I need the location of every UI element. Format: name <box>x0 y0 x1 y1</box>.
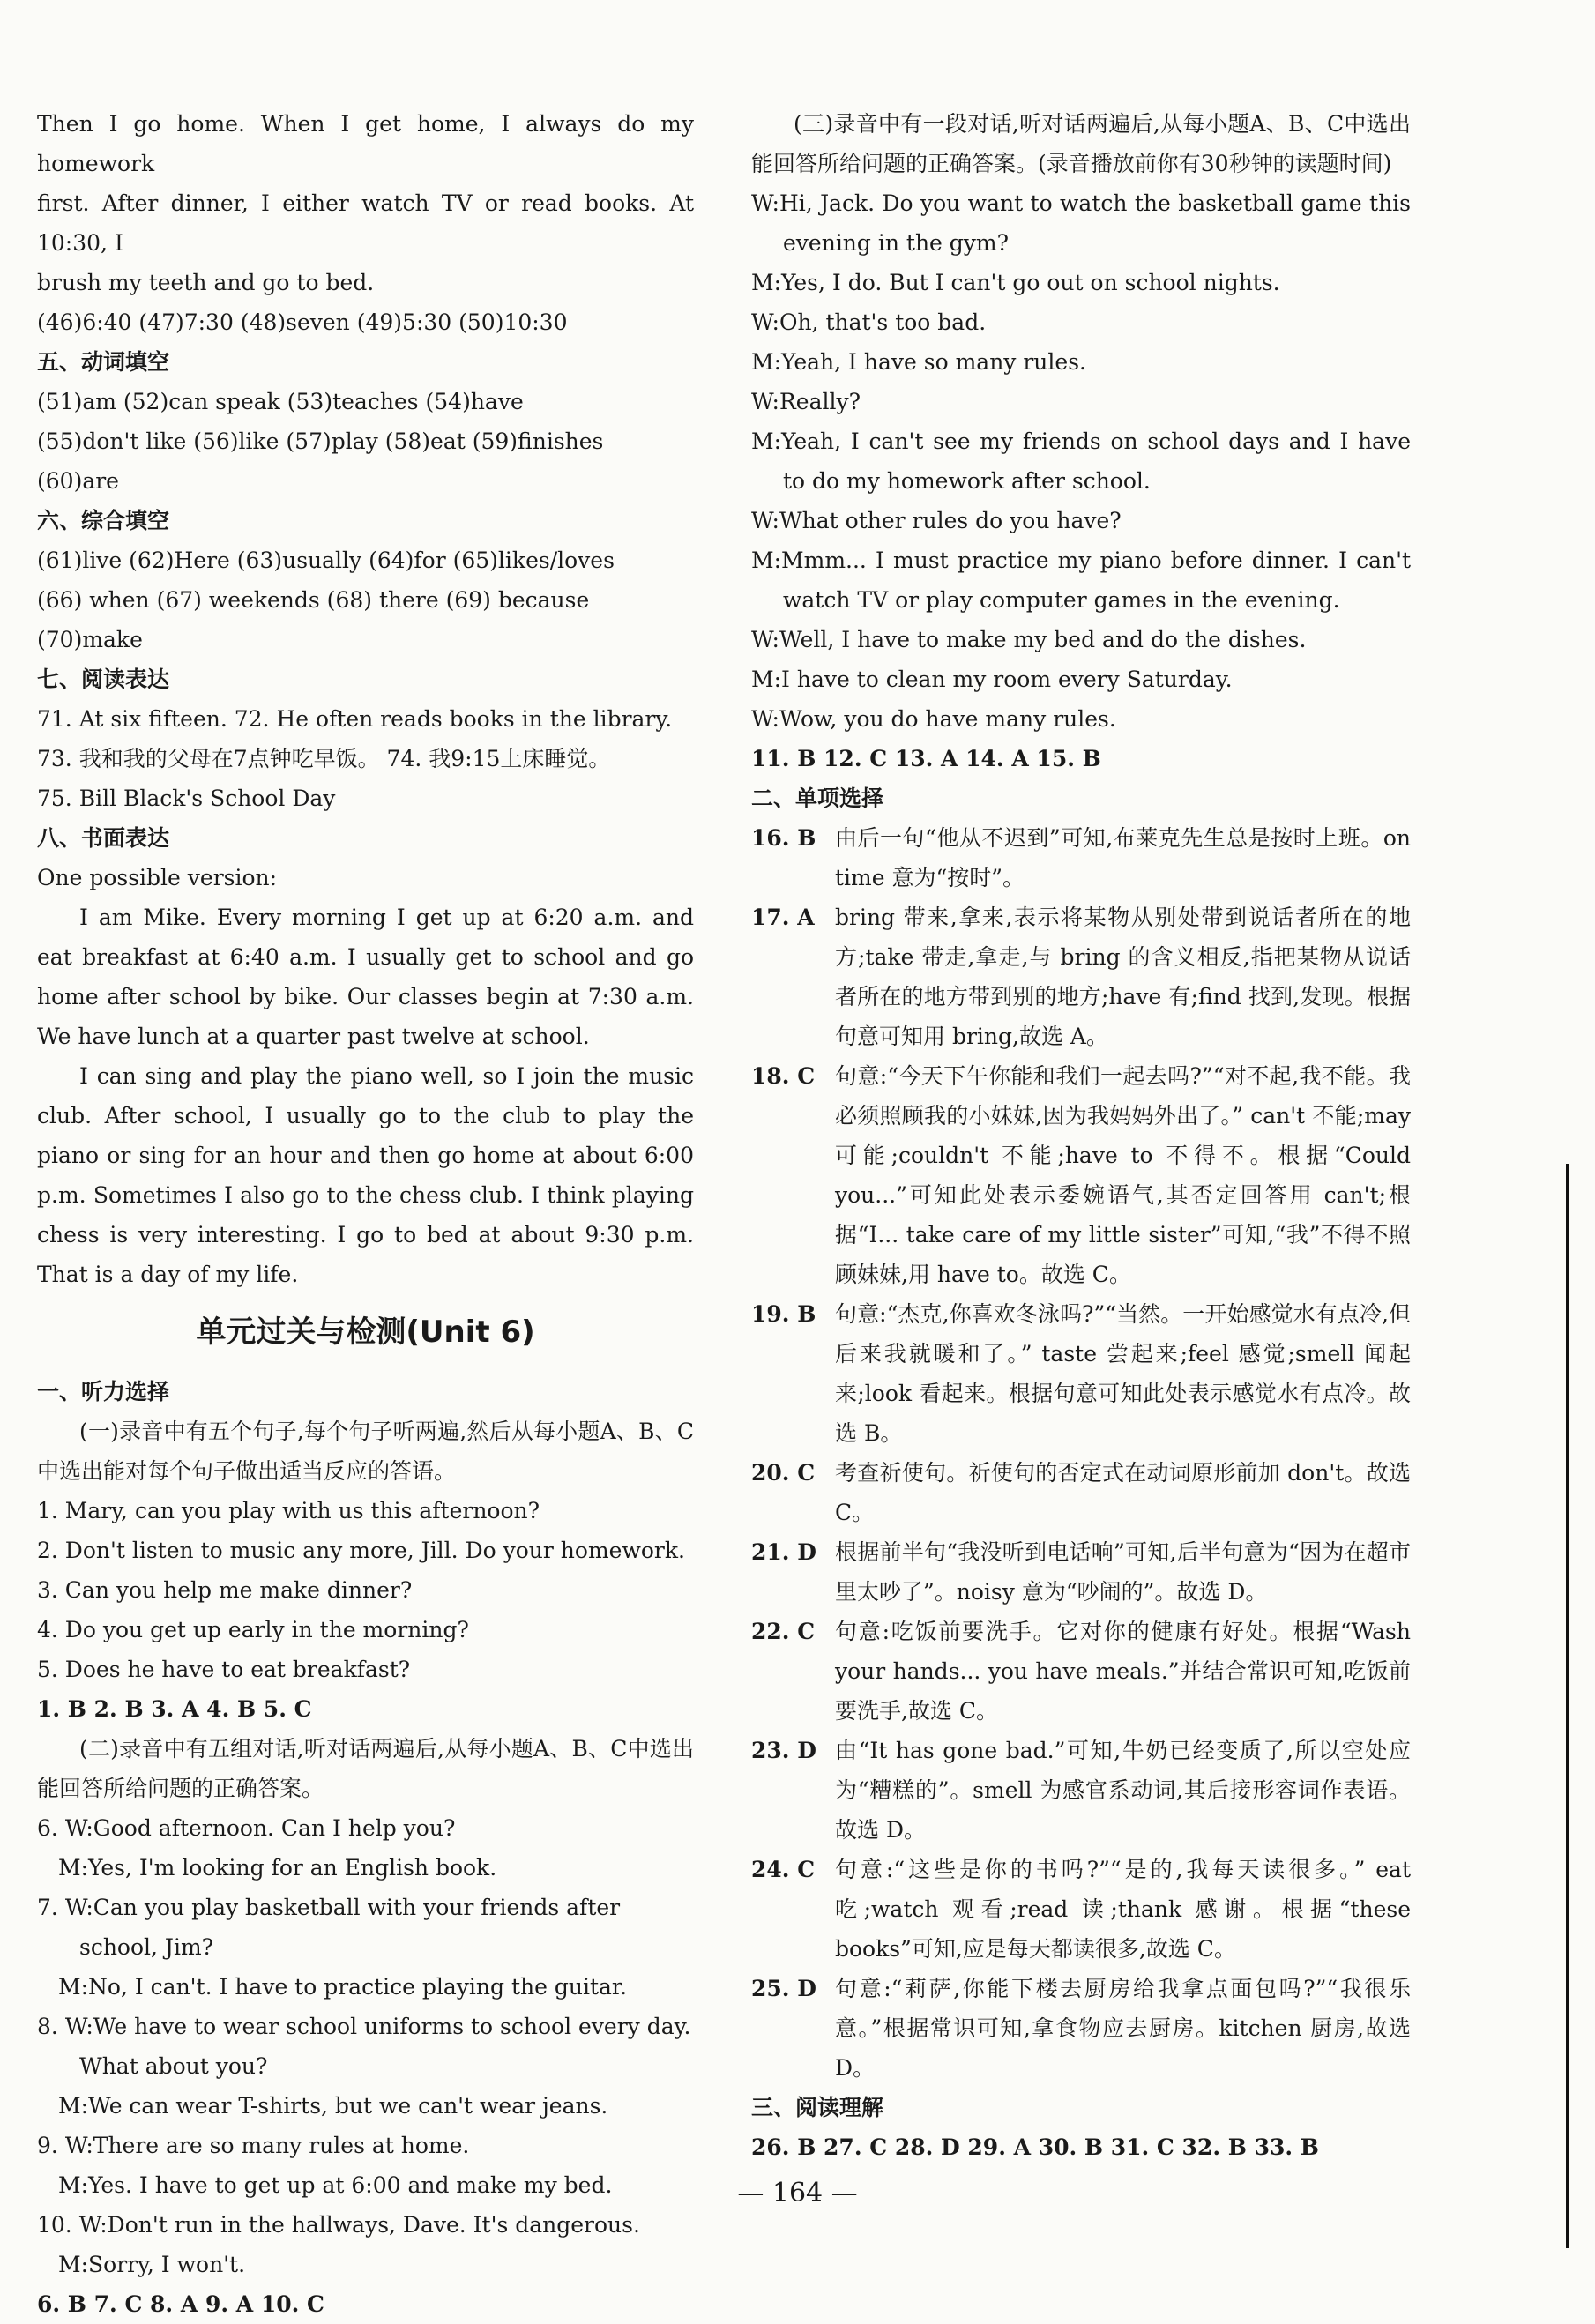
essay-paragraph: I am Mike. Every morning I get up at 6:20 a.m. and eat breakfast at 6:40 a.m. I usually get to school and go home after school by bike. Our classes begin at 7:30 a.m. We have lunch at a quarter past twelve at school. <box>37 905 694 1049</box>
mc-item <box>751 898 1411 1056</box>
dialog-text: Yes, I do. But I can't go out on school nights. <box>781 270 1280 295</box>
dialog-number: 10. <box>37 2212 79 2238</box>
answers-46-50: (46)6:40 (47)7:30 (48)seven (49)5:30 (50)10:30 <box>37 309 568 335</box>
dialog-speaker: M: <box>751 270 782 295</box>
dialog-line <box>751 540 1411 620</box>
mc-item <box>751 1969 1411 2088</box>
dialog-text: Yes, I'm looking for an English book. <box>88 1855 497 1881</box>
mc-answer: 20. C <box>751 1460 816 1486</box>
dialog-text: What other rules do you have? <box>779 508 1122 533</box>
dialog-line <box>37 2086 694 2126</box>
section-5-title: 五、动词填空 <box>37 349 170 375</box>
dialog-line <box>751 342 1411 382</box>
dialog-line <box>37 2205 694 2245</box>
dialog-text: There are so many rules at home. <box>93 2133 470 2158</box>
answer-line: 73. 我和我的父母在7点钟吃早饭。 74. 我9:15上床睡觉。 <box>37 746 611 771</box>
dialog-number: 9. <box>37 2133 65 2158</box>
dialog-speaker: W: <box>751 508 779 533</box>
mc-explanation: bring 带来,拿来,表示将某物从别处带到说话者所在的地方;take 带走,拿走,与 bring 的含义相反,指把某物从说话者所在的地方带到别的地方;have 有;find 找到,发现。根据句意可知用 bring,故选 A。 <box>835 905 1411 1049</box>
section-1-title: 一、听力选择 <box>37 1379 170 1404</box>
mc-answer: 19. B <box>751 1301 816 1327</box>
dialog-text: We can wear T-shirts, but we can't wear jeans. <box>88 2093 608 2119</box>
dialog-line <box>37 2245 694 2284</box>
dialog-speaker: M: <box>58 1974 89 2000</box>
answers-1-5: 1. B 2. B 3. A 4. B 5. C <box>37 1696 312 1722</box>
section-8-title: 八、书面表达 <box>37 825 170 851</box>
dialog-line <box>751 382 1411 421</box>
section-6-title: 六、综合填空 <box>37 508 170 533</box>
dialog-text: Sorry, I won't. <box>88 2252 246 2277</box>
dialog-6-10 <box>37 1808 694 2284</box>
mc-item <box>751 818 1411 898</box>
intro-line: first. After dinner, I either watch TV or read books. At 10:30, I <box>37 190 694 256</box>
dialog-speaker: W: <box>64 2133 93 2158</box>
dialog-text: Yes. I have to get up at 6:00 and make my bed. <box>88 2172 613 2198</box>
section-7-title: 七、阅读表达 <box>37 667 170 692</box>
dialog-number: 7. <box>37 1895 65 1920</box>
answers-6-10: 6. B 7. C 8. A 9. A 10. C <box>37 2291 324 2317</box>
mc-explanation: 句意:“莉萨,你能下楼去厨房给我拿点面包吗?”“我很乐意。”根据常识可知,拿食物应去厨房。kitchen 厨房,故选 D。 <box>835 1976 1411 2081</box>
listening-item: 4. Do you get up early in the morning? <box>37 1617 469 1642</box>
dialog-number: 6. <box>37 1815 65 1841</box>
dialog-text: Good afternoon. Can I help you? <box>93 1815 456 1841</box>
dialog-text: We have to wear school uniforms to school every day. What about you? <box>79 2014 691 2079</box>
intro-line: Then I go home. When I get home, I always do my homework <box>37 111 694 176</box>
dialog-text: Yeah, I can't see my friends on school days and I have to do my homework after school. <box>781 428 1411 494</box>
dialog-number: 8. <box>37 2014 65 2039</box>
dialog-text: Can you play basketball with your friends after school, Jim? <box>79 1895 621 1960</box>
dialog-line <box>751 699 1411 739</box>
dialog-text: Wow, you do have many rules. <box>779 706 1116 732</box>
answer-line: 71. At six fifteen. 72. He often reads books in the library. <box>37 706 673 732</box>
answer-line: (51)am (52)can speak (53)teaches (54)have <box>37 389 524 414</box>
dialog-speaker: W: <box>64 2014 93 2039</box>
mc-item <box>751 1453 1411 1532</box>
dialog-text: Really? <box>779 389 861 414</box>
mc-item <box>751 1612 1411 1731</box>
dialog-speaker: W: <box>78 2212 108 2238</box>
mc-answer: 18. C <box>751 1063 816 1089</box>
dialog-text: Yeah, I have so many rules. <box>781 349 1086 375</box>
dialog-line <box>751 421 1411 501</box>
dialog-speaker: W: <box>64 1895 93 1920</box>
dialog-speaker: M: <box>58 1855 89 1881</box>
dialog-line <box>37 1808 694 1848</box>
left-column <box>37 104 694 2324</box>
mc-answer: 21. D <box>751 1539 816 1565</box>
dialog-line <box>751 659 1411 699</box>
dialog-speaker: M: <box>58 2252 89 2277</box>
mc-item <box>751 1731 1411 1850</box>
listening-item: 3. Can you help me make dinner? <box>37 1577 413 1603</box>
part1-instruction: (一)录音中有五个句子,每个句子听两遍,然后从每小题A、B、C中选出能对每个句子做出适当反应的答语。 <box>37 1419 694 1484</box>
dialog-speaker: M: <box>751 667 782 692</box>
dialog-speaker: W: <box>751 627 779 652</box>
mc-explanation: 句意:吃饭前要洗手。它对你的健康有好处。根据“Wash your hands... you have meals.”并结合常识可知,吃饭前要洗手,故选 C。 <box>835 1619 1411 1724</box>
dialog-line <box>751 620 1411 659</box>
dialog-speaker: W: <box>751 706 779 732</box>
dialog-line <box>37 2126 694 2165</box>
dialog-speaker: W: <box>751 190 779 216</box>
dialog-speaker: W: <box>64 1815 93 1841</box>
dialog-speaker: M: <box>751 547 782 573</box>
answer-line: (66) when (67) weekends (68) there (69) because <box>37 587 590 613</box>
dialog-line <box>37 1848 694 1888</box>
part3-instruction: (三)录音中有一段对话,听对话两遍后,从每小题A、B、C中选出能回答所给问题的正确答案。(录音播放前你有30秒钟的读题时间) <box>751 111 1411 176</box>
answer-line: (60)are <box>37 468 119 494</box>
mc-answer: 25. D <box>751 1976 816 2001</box>
mc-explanation: 考查祈使句。祈使句的否定式在动词原形前加 don't。故选 C。 <box>835 1460 1411 1525</box>
mc-item <box>751 1850 1411 1969</box>
dialog-speaker: M: <box>751 428 782 454</box>
dialog-line <box>751 302 1411 342</box>
answer-line: (55)don't like (56)like (57)play (58)eat (59)finishes <box>37 428 604 454</box>
answers-26-33: 26. B 27. C 28. D 29. A 30. B 31. C 32. B 33. B <box>751 2134 1319 2160</box>
section-3-title: 三、阅读理解 <box>751 2095 884 2120</box>
mc-answer: 17. A <box>751 905 815 930</box>
dialog-speaker: M: <box>58 2093 89 2119</box>
dialog-line <box>751 183 1411 263</box>
dialog-line <box>37 2007 694 2086</box>
mc-item <box>751 1056 1411 1294</box>
mc-answer: 24. C <box>751 1857 816 1882</box>
listening-item: 5. Does he have to eat breakfast? <box>37 1657 411 1682</box>
dialog-text: Hi, Jack. Do you want to watch the basketball game this evening in the gym? <box>779 190 1411 256</box>
listening-item: 1. Mary, can you play with us this afternoon? <box>37 1498 540 1523</box>
mc-explanation: 句意:“这些是你的书吗?”“是的,我每天读很多。” eat 吃;watch 观看;read 读;thank 感谢。根据“these books”可知,应是每天都读很多,故选 C。 <box>835 1857 1411 1962</box>
mc-answer: 23. D <box>751 1738 816 1763</box>
page-number: — 164 — <box>737 2178 858 2209</box>
intro-line: brush my teeth and go to bed. <box>37 270 375 295</box>
mc-item <box>751 1532 1411 1612</box>
dialog-text: Mmm... I must practice my piano before dinner. I can't watch TV or play computer games in the evening. <box>781 547 1411 613</box>
right-column <box>751 104 1411 2167</box>
mc-explanation: 根据前半句“我没听到电话响”可知,后半句意为“因为在超市里太吵了”。noisy 意为“吵闹的”。故选 D。 <box>835 1539 1411 1605</box>
dialog-text: I have to clean my room every Saturday. <box>781 667 1233 692</box>
dialog-speaker: W: <box>751 389 779 414</box>
dialog-text: Oh, that's too bad. <box>779 309 987 335</box>
mc-explanation: 句意:“杰克,你喜欢冬泳吗?”“当然。一开始感觉水有点冷,但后来我就暖和了。” taste 尝起来;feel 感觉;smell 闻起来;look 看起来。根据句意可知此处表示感觉水有点冷。故选 B。 <box>835 1301 1411 1446</box>
mc-answer: 16. B <box>751 825 816 851</box>
dialog-text: No, I can't. I have to practice playing the guitar. <box>88 1974 628 2000</box>
answer-line: (61)live (62)Here (63)usually (64)for (65)likes/loves <box>37 547 615 573</box>
dialog-speaker: M: <box>751 349 782 375</box>
listening-item: 2. Don't listen to music any more, Jill. Do your homework. <box>37 1538 685 1563</box>
essay-intro: One possible version: <box>37 865 278 890</box>
mc-explanation: 由“It has gone bad.”可知,牛奶已经变质了,所以空处应为“糟糕的”。smell 为感官系动词,其后接形容词作表语。故选 D。 <box>835 1738 1411 1843</box>
dialog-text: Don't run in the hallways, Dave. It's dangerous. <box>107 2212 640 2238</box>
dialog-line <box>751 501 1411 540</box>
section-2-title: 二、单项选择 <box>751 786 884 811</box>
answer-line: (70)make <box>37 627 143 652</box>
mc-explanation: 句意:“今天下午你能和我们一起去吗?”“对不起,我不能。我必须照顾我的小妹妹,因为我妈妈外出了。” can't 不能;may 可能;couldn't 不能;have to 不得不。根据“Could you...”可知此处表示委婉语气,其否定回答用 can't;根据“I... take care of my little sister”可知,“我”不得不照顾妹妹,用 have to。故选 C。 <box>835 1063 1411 1287</box>
margin-bar <box>1566 1164 1569 2248</box>
dialog-11-15 <box>751 183 1411 739</box>
dialog-speaker: W: <box>751 309 779 335</box>
mc-item <box>751 1294 1411 1453</box>
mc-explanation: 由后一句“他从不迟到”可知,布莱克先生总是按时上班。on time 意为“按时”。 <box>835 825 1411 890</box>
part2-instruction: (二)录音中有五组对话,听对话两遍后,从每小题A、B、C中选出能回答所给问题的正确答案。 <box>37 1736 694 1801</box>
unit-title: 单元过关与检测(Unit 6) <box>196 1315 535 1350</box>
dialog-line <box>37 1888 694 1967</box>
answer-line: 75. Bill Black's School Day <box>37 786 336 811</box>
multiple-choice-explanations <box>751 818 1411 2088</box>
essay-paragraph: I can sing and play the piano well, so I join the music club. After school, I usually go to the club to play the piano or sing for an hour and then go home at about 6:00 p.m. Sometimes I also go to the chess club. I think playing chess is very interesting. I go to bed at about 9:30 p.m. That is a day of my life. <box>37 1063 694 1287</box>
dialog-text: Well, I have to make my bed and do the dishes. <box>779 627 1307 652</box>
dialog-line <box>37 1967 694 2007</box>
mc-answer: 22. C <box>751 1619 816 1644</box>
answers-11-15: 11. B 12. C 13. A 14. A 15. B <box>751 746 1101 771</box>
dialog-speaker: M: <box>58 2172 89 2198</box>
dialog-line <box>751 263 1411 302</box>
